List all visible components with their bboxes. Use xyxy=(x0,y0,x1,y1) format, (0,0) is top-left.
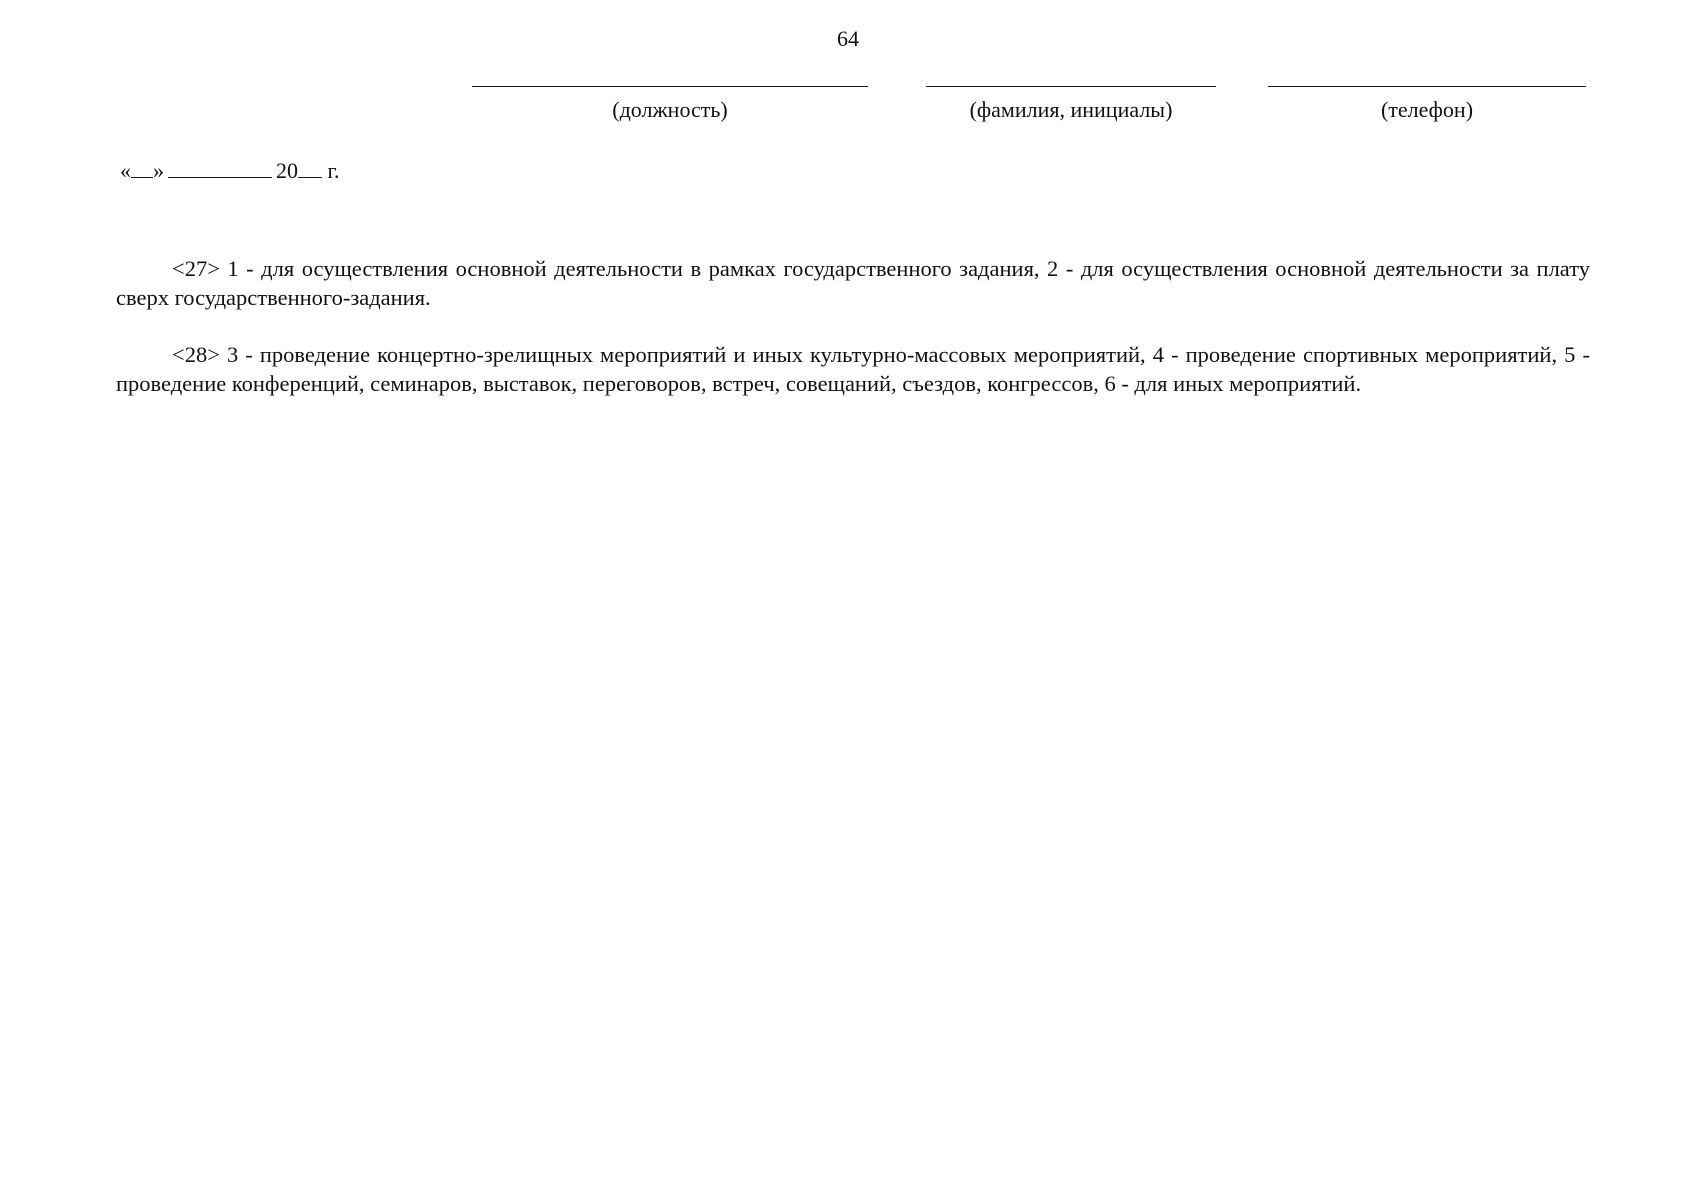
date-year-suffix: г. xyxy=(327,158,340,183)
position-signature-field xyxy=(472,86,868,123)
footnote-27: <27> 1 - для осуществления основной деятельности в рамках государственного задания, 2 - для осуществления основной деятельности за плату сверх государственного-задания. xyxy=(116,256,1590,310)
page-number: 64 xyxy=(837,26,859,51)
date-century: 20 xyxy=(276,158,298,183)
position-caption: (должность) xyxy=(612,97,728,122)
date-open-quote: « xyxy=(120,158,131,183)
name-caption: (фамилия, инициалы) xyxy=(969,97,1173,122)
date-close-quote: » xyxy=(153,158,164,183)
day-blank xyxy=(131,159,153,178)
date-line xyxy=(120,158,340,184)
month-blank xyxy=(168,159,272,178)
phone-signature-field xyxy=(1268,86,1586,123)
year-blank xyxy=(298,159,322,178)
phone-caption: (телефон) xyxy=(1380,97,1474,122)
footnote-28: <28> 3 - проведение концертно-зрелищных мероприятий и иных культурно-массовых мероприятий, 4 - проведение спортивных мероприятий, 5 - проведение конференций, семинаров, выставок, переговоров, встреч, совещаний, съездов, конгрессов, 6 - для иных мероприятий. xyxy=(116,342,1590,396)
name-signature-field xyxy=(926,86,1216,123)
